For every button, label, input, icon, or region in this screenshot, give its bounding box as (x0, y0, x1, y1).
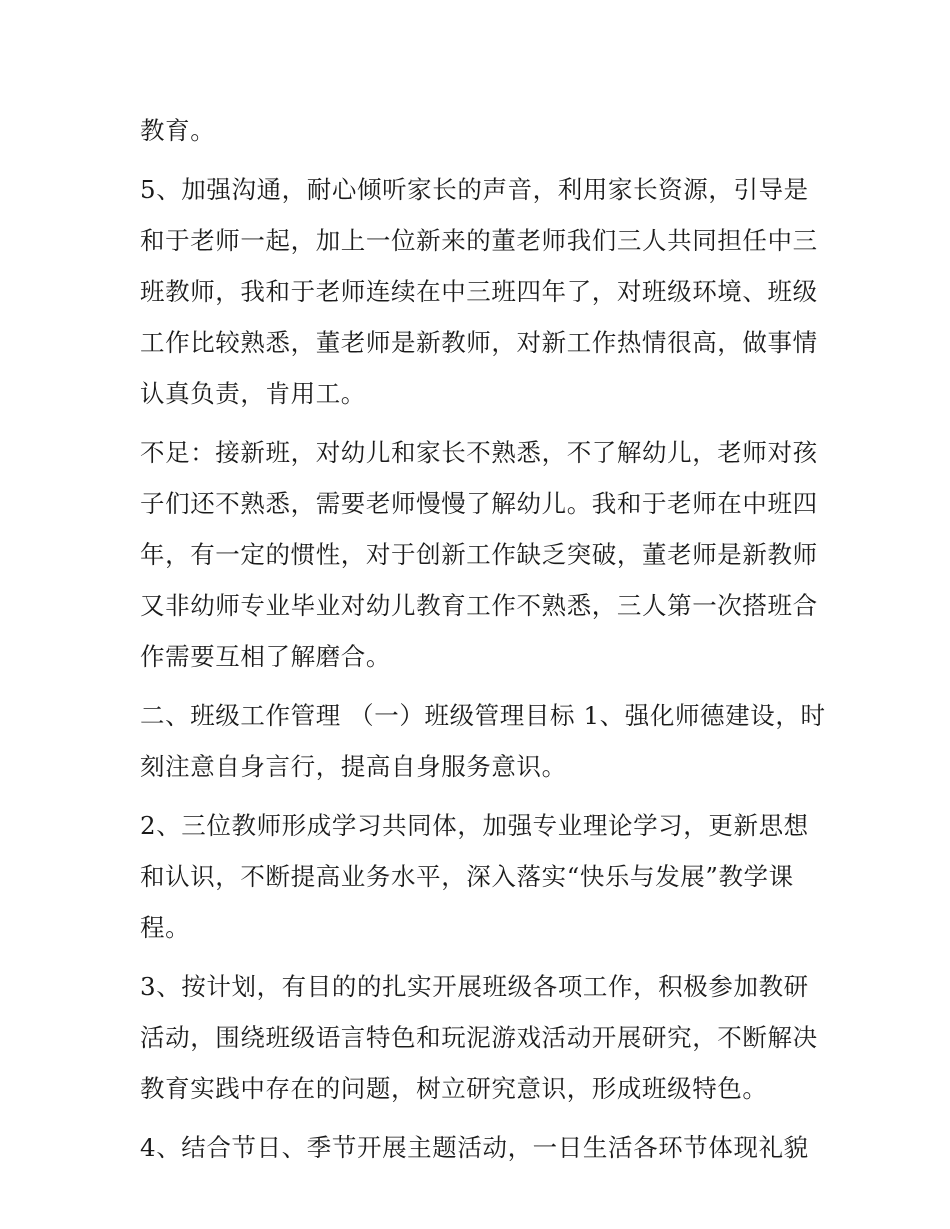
text-line: 和于老师一起，加上一位新来的董老师我们三人共同担任中三 (140, 226, 818, 255)
text-line: 二、班级工作管理 （一）班级管理目标 1、强化师德建设，时 (140, 701, 826, 730)
text-line: 工作比较熟悉，董老师是新教师，对新工作热情很高，做事情 (140, 328, 818, 357)
text-line: 年，有一定的惯性，对于创新工作缺乏突破，董老师是新教师 (140, 540, 818, 569)
paragraph-education-continued (140, 105, 820, 156)
text-line: 教育实践中存在的问题，树立研究意识，形成班级特色。 (140, 1074, 768, 1103)
text-line: 3、按计划，有目的的扎实开展班级各项工作，积极参加教研 (140, 972, 809, 1001)
text-line: 不足：接新班，对幼儿和家长不熟悉，不了解幼儿，老师对孩 (140, 438, 818, 467)
text-line: 活动，围绕班级语言特色和玩泥游戏活动开展研究，不断解决 (140, 1023, 818, 1052)
paragraph-goal-3 (140, 961, 820, 1114)
paragraph-section-2 (140, 690, 826, 792)
paragraph-shortcomings (140, 427, 820, 682)
text-line: 5、加强沟通，耐心倾听家长的声音，利用家长资源，引导是 (140, 175, 809, 204)
text-line: 子们还不熟悉，需要老师慢慢了解幼儿。我和于老师在中班四 (140, 489, 818, 518)
text-line: 刻注意自身言行，提高自身服务意识。 (140, 752, 567, 781)
paragraph-item-5 (140, 164, 820, 419)
text-line: 认真负责，肯用工。 (140, 379, 366, 408)
text-line: 2、三位教师形成学习共同体，加强专业理论学习，更新思想 (140, 811, 809, 840)
paragraph-goal-4 (140, 1122, 820, 1173)
text-line: 教育。 (140, 116, 216, 145)
text-line: 又非幼师专业毕业对幼儿教育工作不熟悉，三人第一次搭班合 (140, 591, 818, 620)
text-line: 作需要互相了解磨合。 (140, 642, 391, 671)
text-line: 和认识，不断提高业务水平，深入落实“快乐与发展”教学课 (140, 862, 794, 891)
text-line: 4、结合节日、季节开展主题活动，一日生活各环节体现礼貌 (140, 1133, 809, 1162)
text-line: 程。 (140, 913, 191, 942)
text-line: 班教师，我和于老师连续在中三班四年了，对班级环境、班级 (140, 277, 818, 306)
body-text (140, 105, 826, 1181)
paragraph-goal-2 (140, 800, 820, 953)
